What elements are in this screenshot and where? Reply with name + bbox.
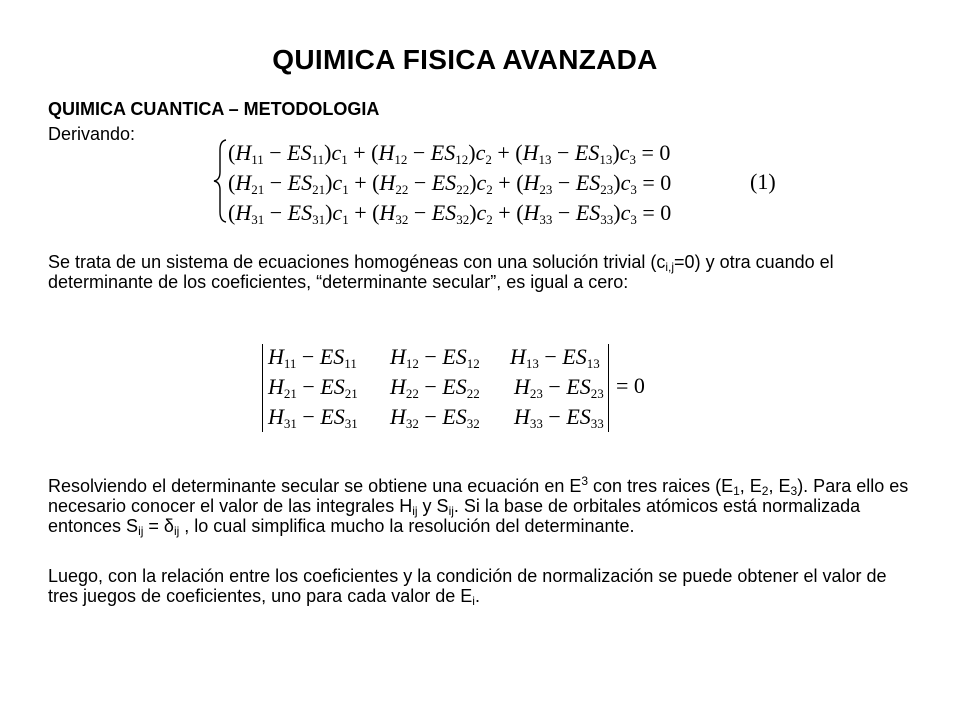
determinant-equals-zero: = 0: [616, 373, 645, 398]
slide-title: QUIMICA FISICA AVANZADA: [272, 44, 658, 75]
derivation-label: Derivando:: [48, 124, 136, 144]
determinant-left-bar: [262, 344, 263, 432]
equation-number: (1): [750, 169, 776, 194]
equation-line-1: $(H_{11} - ES_{11})c_1 + (H_{12} - ES_{12})c_2 + (H_{13} - ES_{13})c_3 = 0$: [228, 140, 671, 167]
determinant-right-bar: [608, 344, 609, 432]
paragraph-secular-equation: Resolviendo el determinante secular se obtiene una ecuación en $E^3$ con tres raices ($E_1$, $E_2$, $E_3$). Para ello es necesario conocer el valor de las integrales $H_{ij}$ y $S_{ij}$. Si la base de orbitales atómicos está normalizada entonces $S_{ij} = \delta_{ij}$ , lo cual simplifica mucho la resolución del determinante.: [48, 474, 909, 538]
secular-determinant: $H_{11} - ES_{11}$ $H_{12} - ES_{12}$ $H_{13} - ES_{13}$ $H_{21} - ES_{21}$ $H_{22} - ES_{22}$ $H_{23} - ES_{23}$ $H_{31} - ES_{31}$ $H_{32} - ES_{32}$ $H_{33} - ES_{33}$ = 0: [262, 342, 662, 434]
equation-system: [212, 138, 776, 227]
equation-line-3: $(H_{31} - ES_{31})c_1 + (H_{32} - ES_{32})c_2 + (H_{33} - ES_{33})c_3 = 0$: [228, 200, 672, 227]
paragraph-normalization: Luego, con la relación entre los coeficientes y la condición de normalización se puede obtener el valor de tres juegos de coeficientes, uno para cada valor de $E_i$.: [48, 566, 887, 608]
left-brace: [212, 138, 228, 224]
equation-line-2: $(H_{21} - ES_{21})c_1 + (H_{22} - ES_{22})c_2 + (H_{23} - ES_{23})c_3 = 0$: [228, 170, 672, 197]
paragraph-trivial-solution: Se trata de un sistema de ecuaciones homogéneas con una solución trivial $(c_{i,j}=0)$ y otra cuando el determinante de los coeficientes, “determinante secular”, es igual a cero:: [48, 252, 834, 292]
section-subtitle: QUIMICA CUANTICA – METODOLOGIA: [48, 99, 380, 119]
